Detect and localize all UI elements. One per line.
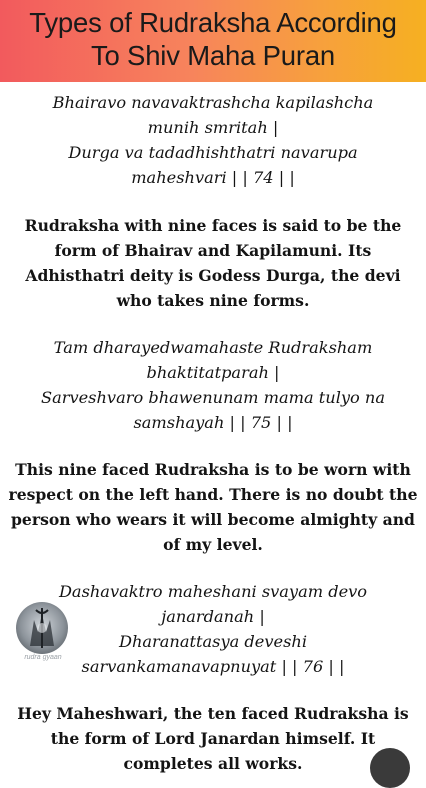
verse-line: samshayah | | 75 | | [133,413,293,432]
verse-line: Dashavaktro maheshani svayam devo [58,582,368,601]
verse-line: Dharanattasya deveshi [118,632,307,651]
shiva-logo-icon [16,602,68,654]
watermark-text: rudra gyaan [24,654,62,661]
verse-line: sarvankamanavapnuyat | | 76 | | [81,657,345,676]
verse-line: Bhairavo navavaktrashcha kapilashcha [52,93,374,112]
verse-line: maheshvari | | 74 | | [131,168,295,187]
title-banner [0,0,426,82]
translation-line: who takes nine forms. [116,291,310,310]
verse-line: Durga va tadadhishthatri navarupa [68,143,358,162]
verse-75 [8,335,418,435]
page-title-line-2: To Shiv Maha Puran [90,40,336,71]
translation-line: of my level. [163,535,263,554]
translation-line: Hey Maheshwari, the ten faced Rudraksha is [17,704,409,723]
translation-line: Adhisthatri deity is Godess Durga, the devi [25,266,401,285]
translation-line: person who wears it will become almighty and [11,510,415,529]
scroll-button[interactable] [370,748,410,788]
translation-line: completes all works. [123,754,303,773]
verse-74 [8,90,418,190]
verse-line: Sarveshvaro bhawenunam mama tulyo na [40,388,386,407]
translation-line: the form of Lord Janardan himself. It [50,729,376,748]
channel-watermark [12,602,72,666]
verse-line: janardanah | [161,607,265,626]
translation-76 [5,701,421,776]
translation-line: respect on the left hand. There is no doubt the [8,485,418,504]
verse-line: Tam dharayedwamahaste Rudraksham [53,338,373,357]
verse-line: bhaktitatparah | [146,363,280,382]
translation-line: This nine faced Rudraksha is to be worn with [15,460,411,479]
verse-line: munih smritah | [147,118,279,137]
page-title-line-1: Types of Rudraksha According [29,7,397,38]
translation-line: Rudraksha with nine faces is said to be the [24,216,402,235]
document-body [0,82,426,776]
translation-74 [5,213,421,313]
translation-75 [5,457,421,557]
translation-line: form of Bhairav and Kapilamuni. Its [54,241,372,260]
